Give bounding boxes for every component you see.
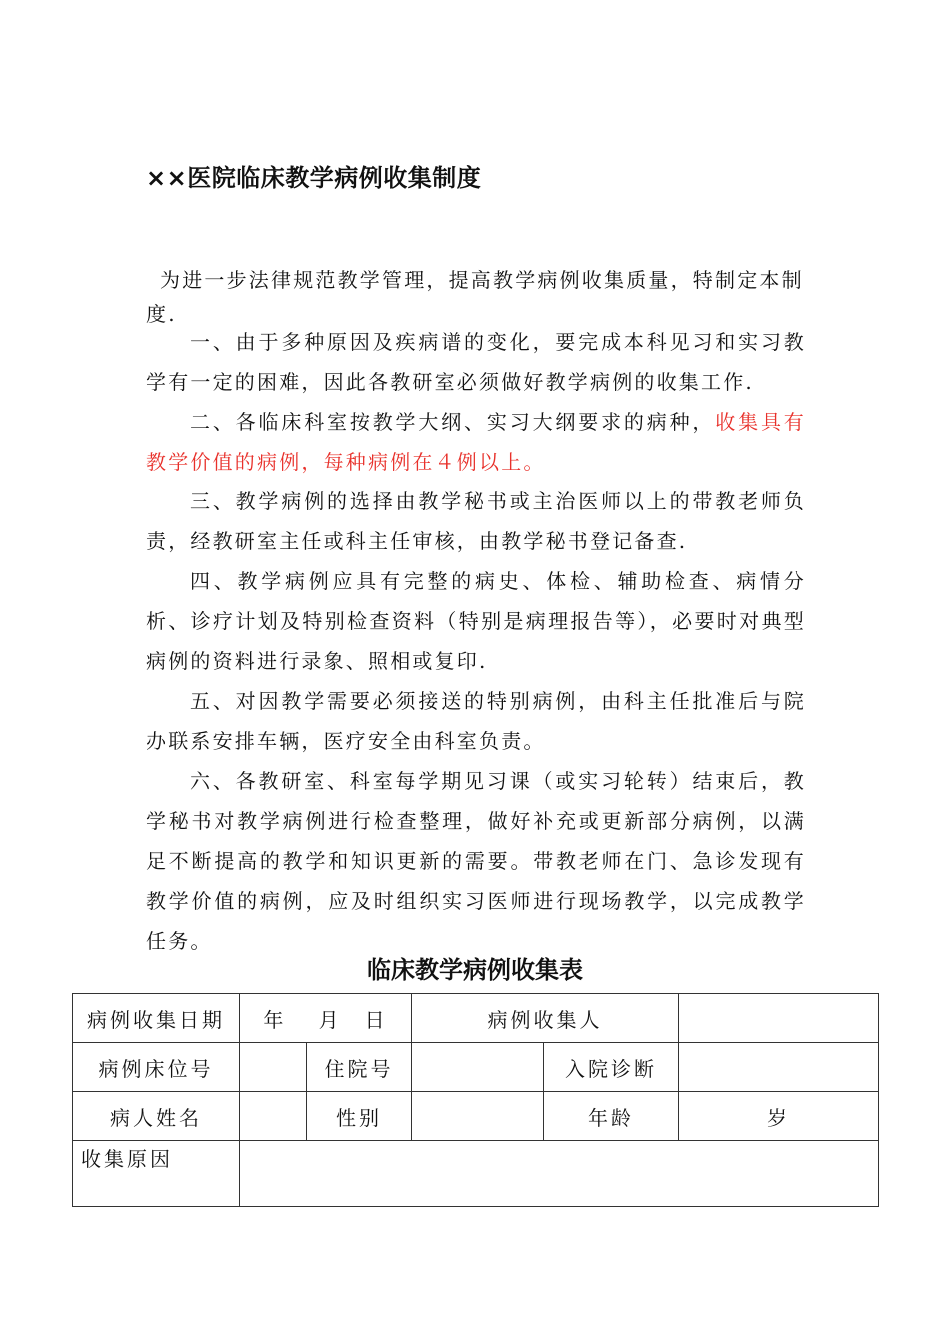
clause-2 [146,402,806,482]
collection-reason-field[interactable] [240,1141,879,1207]
label-admission-diagnosis: 入院诊断 [544,1043,679,1092]
admission-number-field[interactable] [412,1043,544,1092]
label-collector: 病例收集人 [412,994,679,1043]
clause-4: 四、教学病例应具有完整的病史、体检、辅助检查、病情分析、诊疗计划及特别检查资料（特别是病理报告等），必要时对典型病例的资料进行录象、照相或复印. [146,569,806,673]
document-title: ××医院临床教学病例收集制度 [146,164,482,192]
form-row-4 [73,1141,879,1207]
collector-field[interactable] [679,994,879,1043]
label-collection-reason: 收集原因 [73,1141,240,1207]
intro-line-2: 度. [146,302,177,326]
clause-5: 五、对因教学需要必须接送的特别病例，由科主任批准后与院办联系安排车辆，医疗安全由科室负责。 [146,689,806,753]
patient-name-field[interactable] [240,1092,307,1141]
label-collection-date: 病例收集日期 [73,994,240,1043]
clause-1: 一、由于多种原因及疾病谱的变化，要完成本科见习和实习教学有一定的困难，因此各教研室必须做好教学病例的收集工作. [146,330,806,394]
case-collection-form [72,993,879,1207]
age-field[interactable]: 岁 [679,1092,879,1141]
form-title: 临床教学病例收集表 [367,956,583,984]
form-row-1 [73,994,879,1043]
label-age: 年龄 [544,1092,679,1141]
clause-3: 三、教学病例的选择由教学秘书或主治医师以上的带教老师负责，经教研室主任或科主任审核，由教学秘书登记备查. [146,489,806,553]
clause-2-highlight: 收集具有教学价值的病例，每种病例在４例以上。 [146,410,806,474]
gender-field[interactable] [412,1092,544,1141]
label-gender: 性别 [307,1092,412,1141]
admission-diagnosis-field[interactable] [679,1043,879,1092]
bed-number-field[interactable] [240,1043,307,1092]
label-bed-number: 病例床位号 [73,1043,240,1092]
label-admission-number: 住院号 [307,1043,412,1092]
clause-6: 六、各教研室、科室每学期见习课（或实习轮转）结束后，教学秘书对教学病例进行检查整理，做好补充或更新部分病例，以满足不断提高的教学和知识更新的需要。带教老师在门、急诊发现有教学价值的病例，应及时组织实习医师进行现场教学，以完成教学任务。 [146,769,806,953]
form-row-2 [73,1043,879,1092]
intro-line-1: 为进一步法律规范教学管理，提高教学病例收集质量，特制定本制 [160,268,804,292]
form-row-3 [73,1092,879,1141]
collection-date-field[interactable]: 年 月 日 [240,994,412,1043]
label-patient-name: 病人姓名 [73,1092,240,1141]
clause-2-text: 二、各临床科室按教学大纲、实习大纲要求的病种， [190,410,716,434]
